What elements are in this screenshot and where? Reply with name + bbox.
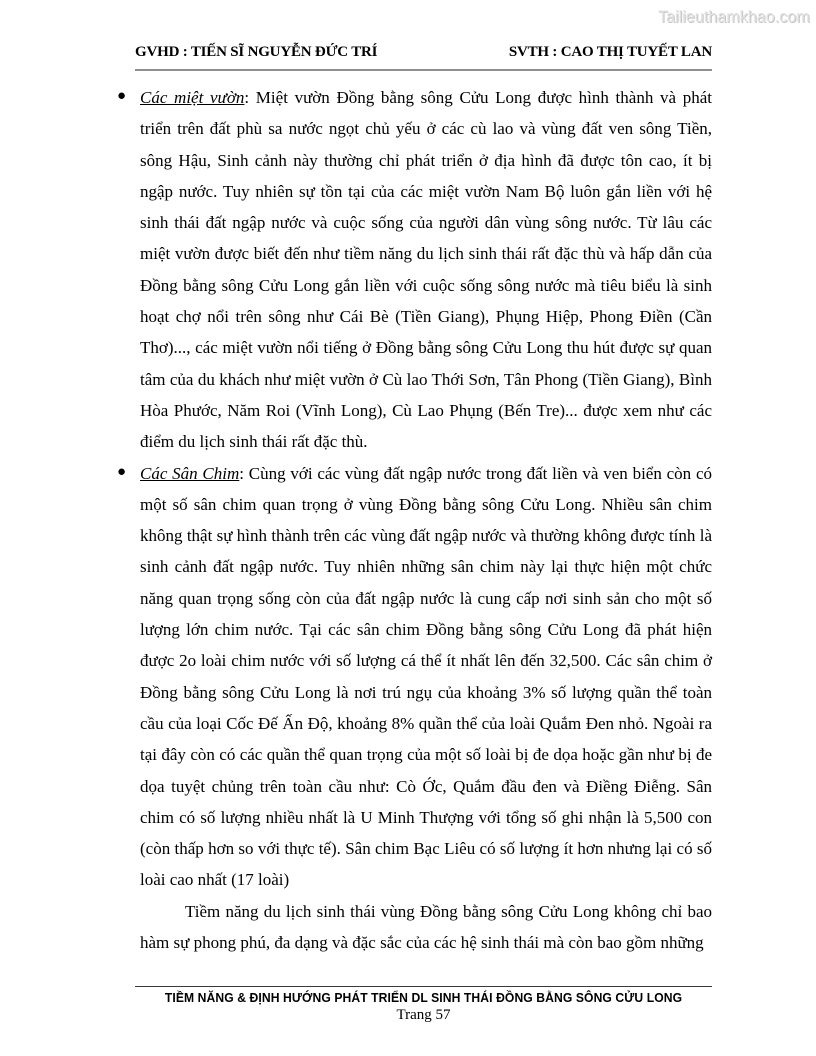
bullet-icon: ● [117,463,127,480]
footer-title: TIỀM NĂNG & ĐỊNH HƯỚNG PHÁT TRIỂN DL SINH THÁI ĐỒNG BẰNG SÔNG CỬU LONG [164,991,683,1005]
page-footer [135,986,712,1024]
header-student: SVTH : CAO THỊ TUYẾT LAN [508,44,712,60]
list-item-san-chim [117,458,712,896]
page-number: Trang 57 [396,1007,451,1023]
bullet-text: : Miệt vườn Đồng bằng sông Cửu Long được hình thành và phát triển trên đất phù sa nước ngọt chủ yếu ở các cù lao và vùng đất ven sông Tiền, sông Hậu, Sinh cảnh này thường chỉ phát triển ở địa hình đã được tôn cao, ít bị ngập nước. Tuy nhiên sự tồn tại của các miệt vườn Nam Bộ luôn gắn liền với hệ sinh thái đất ngập nước và cuộc sống của người dân vùng sông nước. Từ lâu các miệt vườn được biết đến như tiềm năng du lịch sinh thái rất đặc thù và hấp dẫn của Đồng bằng sông Cửu Long gắn liền với cuộc sống sông nước mà tiêu biểu là sinh hoạt chợ nổi trên sông như Cái Bè (Tiền Giang), Phụng Hiệp, Phong Điền (Cần Thơ)..., các miệt vườn nổi tiếng ở Đồng bằng sông Cửu Long thu hút được sự quan tâm của du khách như miệt vườn ở Cù lao Thới Sơn, Tân Phong (Tiền Giang), Bình Hòa Phước, Năm Roi (Vĩnh Long), Cù Lao Phụng (Bến Tre)... được xem như các điểm du lịch sinh thái rất đặc thù. [140,88,712,452]
bullet-icon: ● [117,88,127,104]
closing-paragraph: Tiềm năng du lịch sinh thái vùng Đồng bằng sông Cửu Long không chỉ bao hàm sự phong phú, đa dạng và đặc sắc của các hệ sinh thái mà còn bao gồm những [140,901,712,953]
bullet-text: : Cùng với các vùng đất ngập nước trong đất liền và ven biển còn có một số sân chim quan trọng ở vùng Đồng bằng sông Cửu Long. Nhiều sân chim không thật sự hình thành trên các vùng đất ngập nước và thường không được tính là sinh cảnh đất ngập nước. Tuy nhiên những sân chim này lại thực hiện một chức năng quan trọng sống còn của đất ngập nước là cung cấp nơi sinh sản cho một số lượng lớn chim nước. Tại các sân chim Đồng bằng sông Cửu Long đã phát hiện được 2o loài chim nước với số lượng cá thể ít nhất lên đến 32,500. Các sân chim ở Đồng bằng sông Cửu Long là nơi trú ngụ của khoảng 3% số lượng quần thể toàn cầu của loại Cốc Đế Ấn Độ, khoảng 8% quần thể của loài Quắm Đen nhỏ. Ngoài ra tại đây còn có các quần thể quan trọng của một số loài bị đe dọa hoặc gần như bị đe dọa tuyệt chủng trên toàn cầu như: Cò Ớc, Quắm đầu đen và Điềng Điễng. Sân chim có số lượng nhiều nhất là U Minh Thượng với tổng số ghi nhận là 5,500 con (còn thấp hơn so với thực tế). Sân chim Bạc Liêu có số lượng ít hơn nhưng lại có số loài cao nhất (17 loài) [140,463,712,890]
page-header [135,44,712,71]
header-advisor: GVHD : TIẾN SĨ NGUYỄN ĐỨC TRÍ [135,44,378,60]
watermark: Tailieuthamkhao.com [658,7,810,26]
document-body [117,82,712,958]
bullet-lead: Các miệt vườn [140,88,245,107]
list-item-miet-vuon [117,82,712,458]
bullet-lead: Các Sân Chim [140,463,240,483]
